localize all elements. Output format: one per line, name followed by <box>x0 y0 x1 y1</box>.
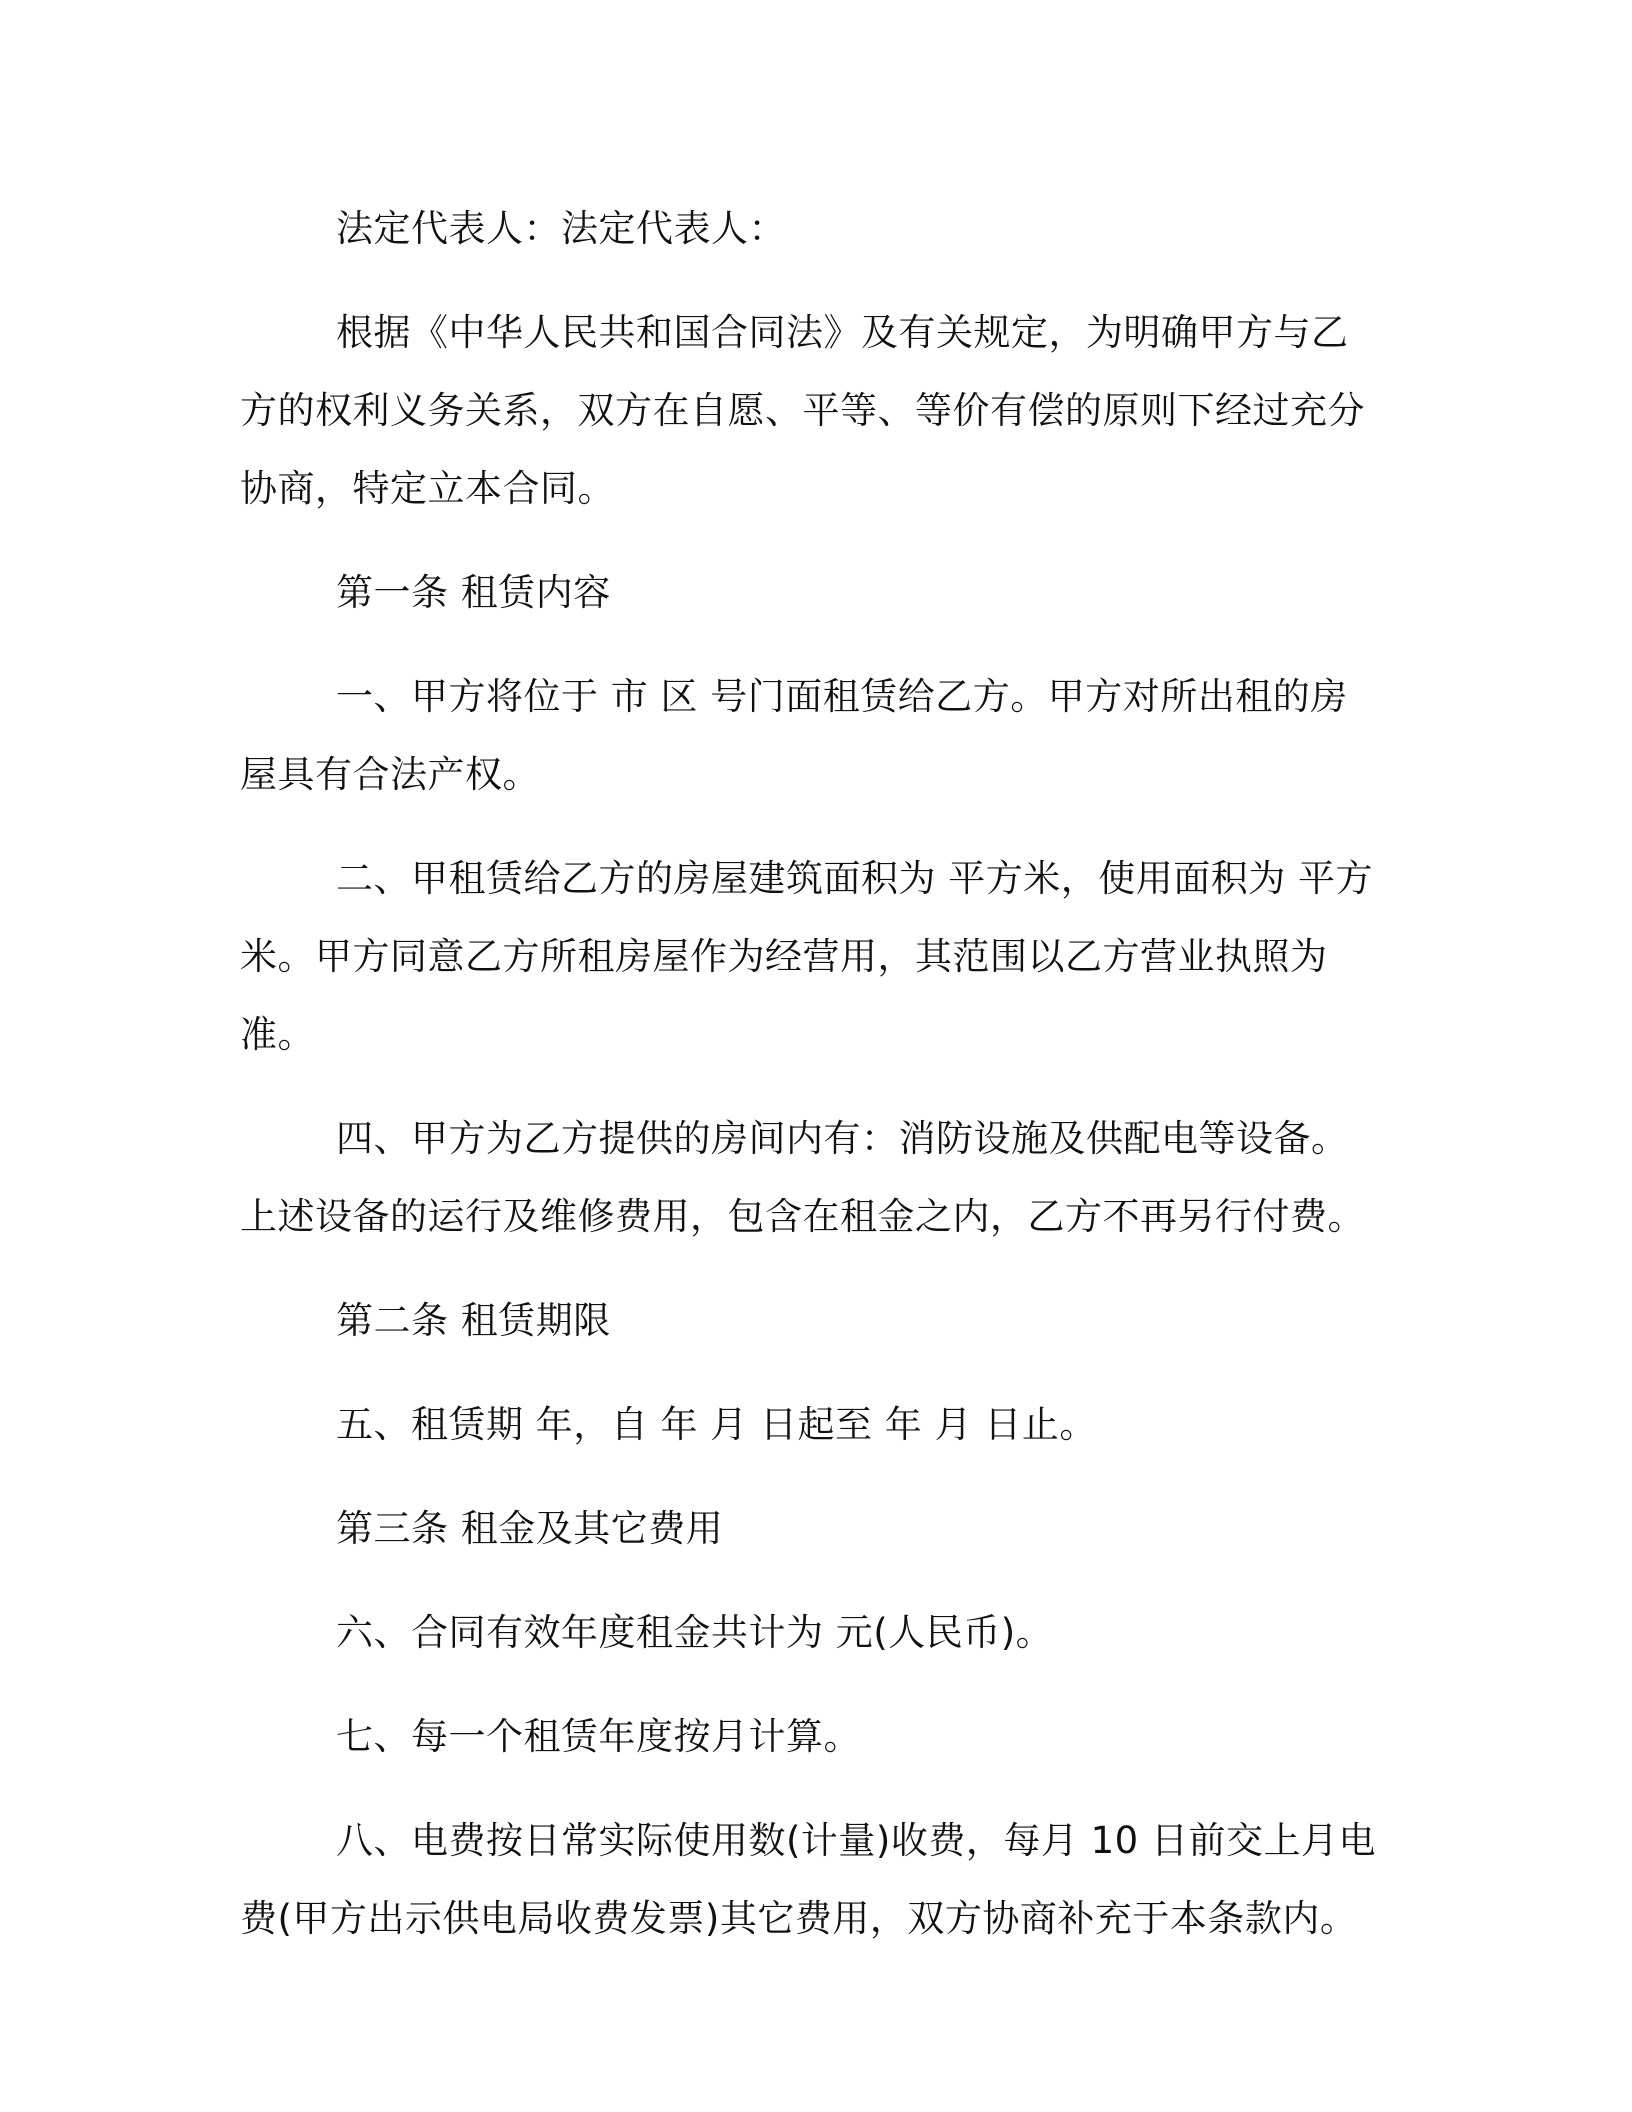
document-body <box>240 190 1380 1958</box>
clause-4: 四、甲方为乙方提供的房间内有：消防设施及供配电等设备。上述设备的运行及维修费用，包含在租金之内，乙方不再另行付费。 <box>240 1117 1365 1238</box>
clause-8: 八、电费按日常实际使用数(计量)收费，每月 10 日前交上月电费(甲方出示供电局收费发票)其它费用，双方协商补充于本条款内。 <box>240 1819 1376 1940</box>
clause-6: 六、合同有效年度租金共计为 元(人民币)。 <box>336 1611 1054 1654</box>
clause-1: 一、甲方将位于 市 区 号门面租赁给乙方。甲方对所出租的房屋具有合法产权。 <box>240 675 1348 796</box>
contract-preamble: 根据《中华人民共和国合同法》及有关规定，为明确甲方与乙方的权利义务关系，双方在自愿、平等、等价有偿的原则下经过充分协商，特定立本合同。 <box>240 311 1365 510</box>
article-3-heading: 第三条 租金及其它费用 <box>336 1507 724 1550</box>
legal-representative-line: 法定代表人：法定代表人： <box>336 207 786 250</box>
article-2-heading: 第二条 租赁期限 <box>336 1299 611 1342</box>
clause-5: 五、租赁期 年，自 年 月 日起至 年 月 日止。 <box>336 1403 1097 1446</box>
clause-2: 二、甲租赁给乙方的房屋建筑面积为 平方米，使用面积为 平方米。甲方同意乙方所租房屋作为经营用，其范围以乙方营业执照为准。 <box>240 857 1374 1056</box>
clause-7: 七、每一个租赁年度按月计算。 <box>336 1715 861 1758</box>
article-1-heading: 第一条 租赁内容 <box>336 571 611 614</box>
